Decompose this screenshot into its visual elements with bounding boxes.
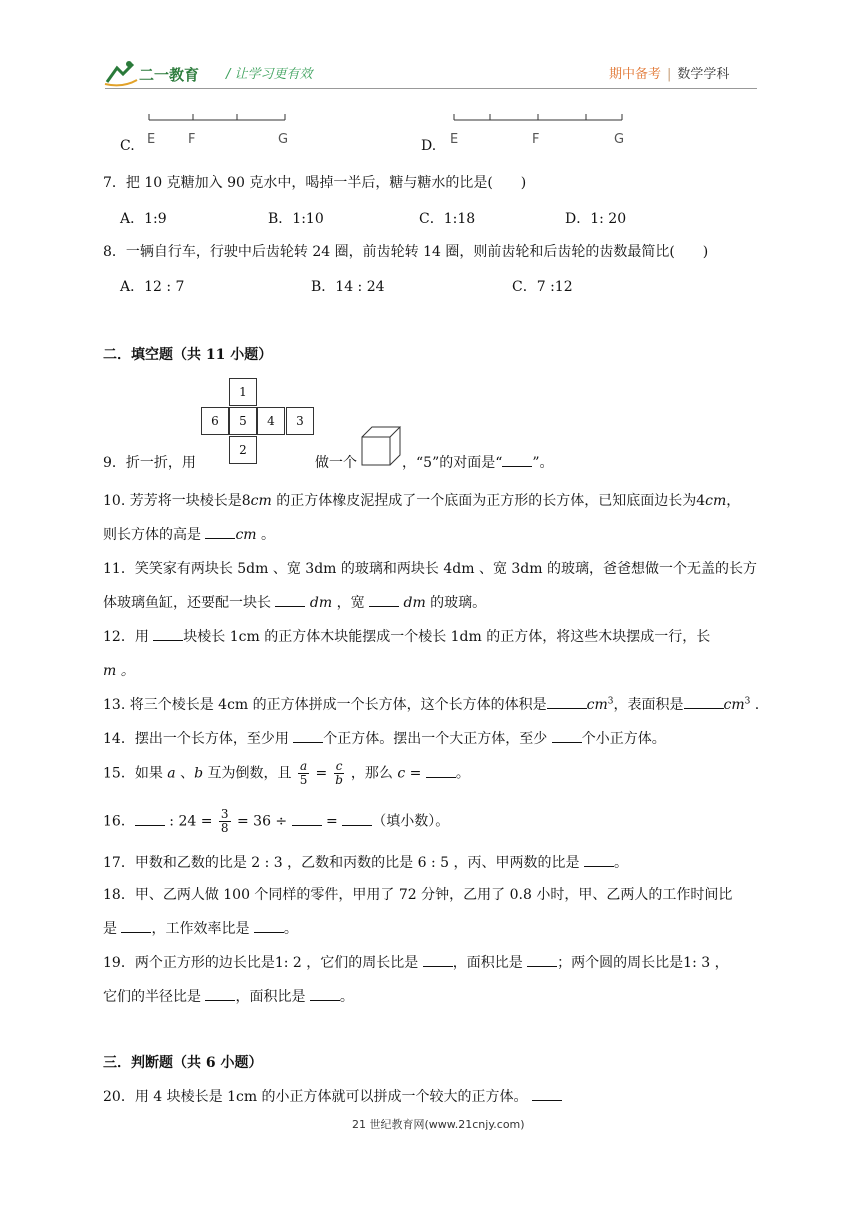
header-right <box>609 63 729 82</box>
q11-text: 的玻璃。 <box>425 595 487 611</box>
question-10-line-2 <box>103 524 275 544</box>
q13-text: 13. 将三个棱长是 4cm 的正方体拼成一个长方体，这个长方体的体积是 <box>103 697 547 713</box>
fraction-numerator: c <box>335 759 343 773</box>
header-separator: | <box>667 67 672 82</box>
question-17 <box>103 852 628 872</box>
q15-text: = <box>311 765 332 782</box>
question-18-line-1: 18．甲、乙两人做 100 个同样的零件，甲用了 72 分钟，乙用了 0.8 小时，甲、乙两人的工作时间比 <box>103 887 733 903</box>
question-13 <box>103 694 759 714</box>
point-f-label: F <box>532 132 540 147</box>
q13-exponent: 3 <box>607 696 614 707</box>
q10-text: 10. 芳芳将一块棱长是 <box>103 493 242 509</box>
q11-unit: dm <box>305 595 333 611</box>
answer-blank <box>684 708 724 709</box>
fraction-denominator: 5 <box>299 773 308 787</box>
q18-text: 是 <box>103 921 122 937</box>
answer-blank <box>135 825 165 826</box>
q15-text: = <box>405 765 426 782</box>
answer-blank <box>121 932 151 933</box>
fraction-numerator: a <box>299 759 308 773</box>
q10-text: 。 <box>256 527 276 543</box>
question-7: 7．把 10 克糖加入 90 克水中，喝掉一半后，糖与糖水的比是( ) <box>103 175 527 191</box>
q9-text: ，“5”的对面是“ <box>402 455 503 471</box>
q10-text: 则长方体的高是 <box>103 527 206 543</box>
answer-blank <box>292 825 322 826</box>
net-cell: 2 <box>229 436 257 464</box>
question-12-line-1 <box>103 626 710 646</box>
q19-text: ，面积比是 <box>235 989 310 1005</box>
fraction-numerator: 3 <box>220 807 229 821</box>
answer-blank <box>293 742 323 743</box>
point-e-label: E <box>450 132 459 147</box>
question-16 <box>103 808 449 835</box>
answer-blank <box>153 640 183 641</box>
fraction <box>219 808 231 835</box>
q7-option-c: C．1:18 <box>419 211 476 227</box>
q10-text: 4 <box>696 493 706 509</box>
question-15 <box>103 760 470 787</box>
q11-text: ，宽 <box>332 595 370 611</box>
question-20 <box>103 1086 562 1106</box>
answer-blank <box>205 1000 235 1001</box>
fraction <box>334 760 345 787</box>
q7-option-a: A．1:9 <box>120 211 167 227</box>
question-14 <box>103 728 666 748</box>
point-g-label: G <box>614 132 625 147</box>
question-18-line-2 <box>103 918 298 938</box>
q14-text: 个正方体。摆出一个大正方体，至少 <box>323 731 552 747</box>
page-footer: 21 世纪教育网(www.21cnjy.com) <box>352 1118 525 1131</box>
header-exam: 期中备考 <box>609 67 662 82</box>
q16-text: 16． <box>103 813 135 830</box>
q14-text: 14．摆出一个长方体，至少用 <box>103 731 294 747</box>
segment-diagram-d <box>450 110 630 122</box>
logo-text: 二一教育 <box>139 66 200 84</box>
q16-text: = <box>321 813 343 830</box>
q7-option-b: B．1:10 <box>268 211 324 227</box>
q15-text: ，那么 <box>346 765 398 782</box>
q15-text: 、 <box>175 765 195 782</box>
answer-blank <box>527 966 557 967</box>
question-11-line-2 <box>103 592 486 612</box>
q8-option-c: C．7 :12 <box>512 279 573 295</box>
question-19-line-1 <box>103 952 729 972</box>
point-f-label: F <box>188 132 196 147</box>
cube-net-figure <box>200 378 320 468</box>
q13-unit: cm <box>586 697 608 713</box>
fraction-denominator: b <box>335 773 343 787</box>
option-c-label: C. <box>120 138 135 154</box>
q16-text: = 36 ÷ <box>232 813 292 830</box>
question-9-start: 9．折一折，用 <box>103 455 196 471</box>
answer-blank <box>369 606 399 607</box>
q10-unit: cm <box>250 493 272 509</box>
logo <box>103 58 223 88</box>
net-cell: 6 <box>201 407 229 435</box>
q19-text: ，面积比是 <box>452 955 528 971</box>
answer-blank <box>426 777 456 778</box>
q17-text: 。 <box>613 855 628 871</box>
header-subject: 数学学科 <box>677 67 730 82</box>
answer-blank <box>254 932 284 933</box>
answer-blank <box>502 466 532 467</box>
q13-text: . <box>750 697 760 713</box>
question-12-line-2: m 。 <box>103 663 135 679</box>
q13-text: ，表面积是 <box>613 697 684 713</box>
q15-var: c <box>397 765 406 782</box>
net-cell: 1 <box>229 378 257 406</box>
q13-exponent: 3 <box>744 696 751 707</box>
q12-text: 12．用 <box>103 629 154 645</box>
q14-text: 个小正方体。 <box>581 731 666 747</box>
cube-icon <box>360 425 402 467</box>
question-11-line-1: 11．笑笑家有两块长 5dm 、宽 3dm 的玻璃和两块长 4dm 、宽 3dm 的玻璃，爸爸想做一个无盖的长方 <box>103 561 757 577</box>
q9-text: ”。 <box>532 455 554 471</box>
answer-blank <box>584 866 614 867</box>
q15-text: 15．如果 <box>103 765 168 782</box>
section-3-title: 三．判断题（共 6 小题） <box>103 1055 263 1071</box>
q16-text: : 24 = <box>164 813 217 830</box>
net-cell: 4 <box>257 407 285 435</box>
answer-blank <box>310 1000 340 1001</box>
q15-var: a <box>167 765 176 782</box>
header-slogan: / 让学习更有效 <box>226 67 313 82</box>
q15-var: b <box>194 765 204 782</box>
answer-blank <box>532 1100 562 1101</box>
q10-text: 8 <box>241 493 251 509</box>
q13-unit: cm <box>723 697 745 713</box>
answer-blank <box>552 742 582 743</box>
q19-text: 。 <box>339 989 354 1005</box>
q15-text: 。 <box>455 765 470 782</box>
answer-blank <box>342 825 372 826</box>
fraction-denominator: 8 <box>220 821 229 835</box>
option-d-label: D. <box>421 138 437 154</box>
q10-unit: cm <box>705 493 727 509</box>
q19-text: 它们的半径比是 <box>103 989 206 1005</box>
segment-diagram-c <box>145 110 295 122</box>
q17-text: 17．甲数和乙数的比是 2 : 3 ，乙数和丙数的比是 6 : 5 ，丙、甲两数的比是 <box>103 855 584 871</box>
q12-text: 块棱长 1cm 的正方体木块能摆成一个棱长 1dm 的正方体，将这些木块摆成一行，长 <box>183 629 711 645</box>
q8-option-b: B．14 : 24 <box>311 279 385 295</box>
question-9-mid: 做一个 <box>315 455 357 471</box>
fraction <box>298 760 309 787</box>
q18-text: 。 <box>283 921 298 937</box>
q7-option-d: D．1: 20 <box>565 211 627 227</box>
q19-text: ；两个圆的周长比是1: 3 ， <box>557 955 729 971</box>
q8-option-a: A．12 : 7 <box>120 279 185 295</box>
point-e-label: E <box>147 132 156 147</box>
question-10-line-1 <box>103 490 740 510</box>
q10-text: ， <box>726 493 741 509</box>
net-cell: 3 <box>286 407 314 435</box>
net-cell: 5 <box>229 407 257 435</box>
answer-blank <box>275 606 305 607</box>
answer-blank <box>423 966 453 967</box>
point-g-label: G <box>278 132 289 147</box>
q11-text: 体玻璃鱼缸，还要配一块长 <box>103 595 276 611</box>
q18-text: ，工作效率比是 <box>151 921 254 937</box>
q10-unit: cm <box>235 527 257 543</box>
q15-text: 互为倒数，且 <box>203 765 296 782</box>
q19-text: 19．两个正方形的边长比是1: 2 ，它们的周长比是 <box>103 955 423 971</box>
q10-text: 的正方体橡皮泥捏成了一个底面为正方形的长方体，已知底面边长为 <box>271 493 697 509</box>
header-divider <box>105 88 757 89</box>
question-19-line-2 <box>103 986 354 1006</box>
q20-text: 20．用 4 块棱长是 1cm 的小正方体就可以拼成一个较大的正方体。 <box>103 1089 532 1105</box>
question-8: 8．一辆自行车，行驶中后齿轮转 24 圈，前齿轮转 14 圈，则前齿轮和后齿轮的齿数最简比( ) <box>103 244 709 260</box>
answer-blank <box>205 538 235 539</box>
q11-unit: dm <box>399 595 426 611</box>
section-2-title: 二．填空题（共 11 小题） <box>103 347 273 363</box>
q16-text: （填小数）。 <box>372 813 450 830</box>
question-9-end <box>402 452 554 472</box>
answer-blank <box>547 708 587 709</box>
